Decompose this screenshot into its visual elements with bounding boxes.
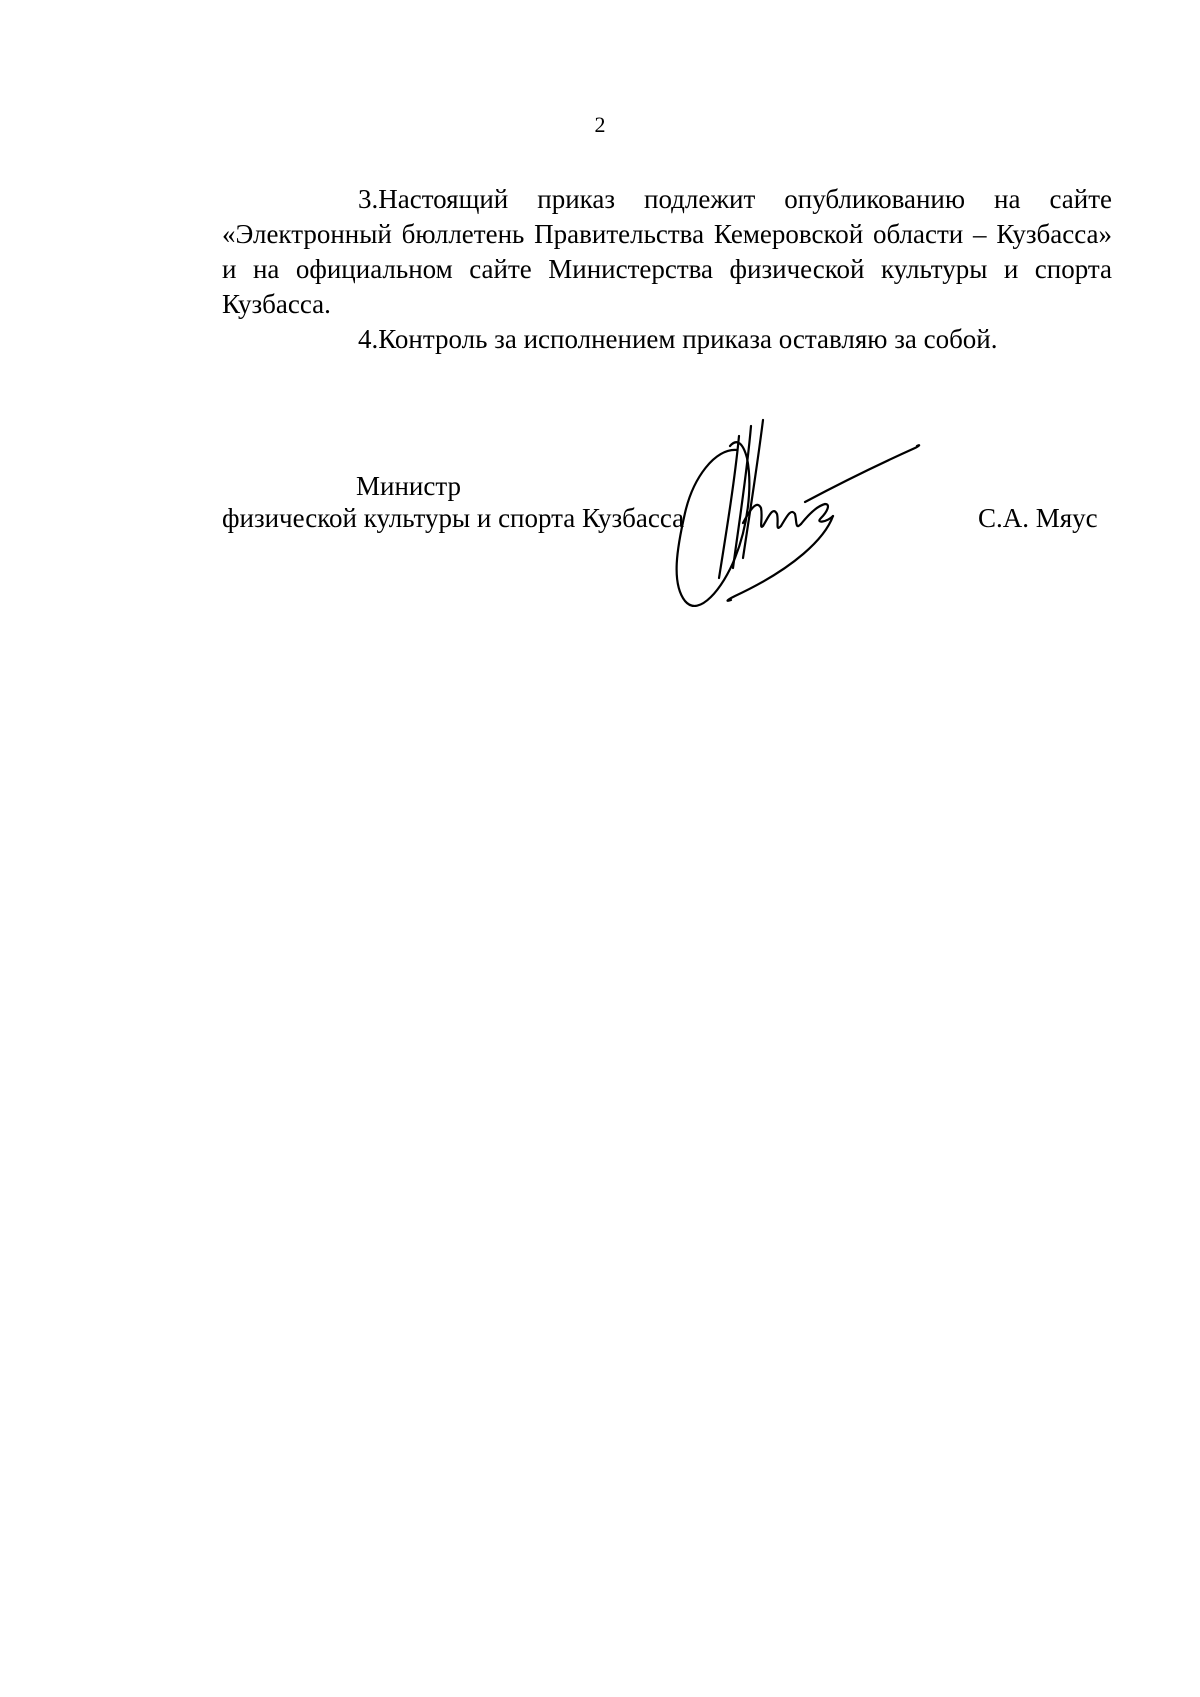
paragraph-number: 3. [358, 184, 379, 214]
paragraph-text: Настоящий приказ подлежит опубликованию на сайте «Электронный бюллетень Правительства Кемеровской области – Кузбасса» и на официальном сайте Министерства физической культуры и спорта Кузбасса. [222, 184, 1112, 319]
signature-block [0, 0, 1200, 700]
page-number: 2 [594, 112, 606, 137]
paragraph-number: 4. [358, 324, 379, 354]
signatory-position: Министр [356, 471, 461, 501]
signatory-name: С.А. Мяус [978, 503, 1098, 533]
signatory-organization: физической культуры и спорта Кузбасса [222, 503, 685, 533]
handwritten-signature-icon [675, 418, 975, 618]
paragraph-text: Контроль за исполнением приказа оставляю за собой. [378, 324, 998, 354]
